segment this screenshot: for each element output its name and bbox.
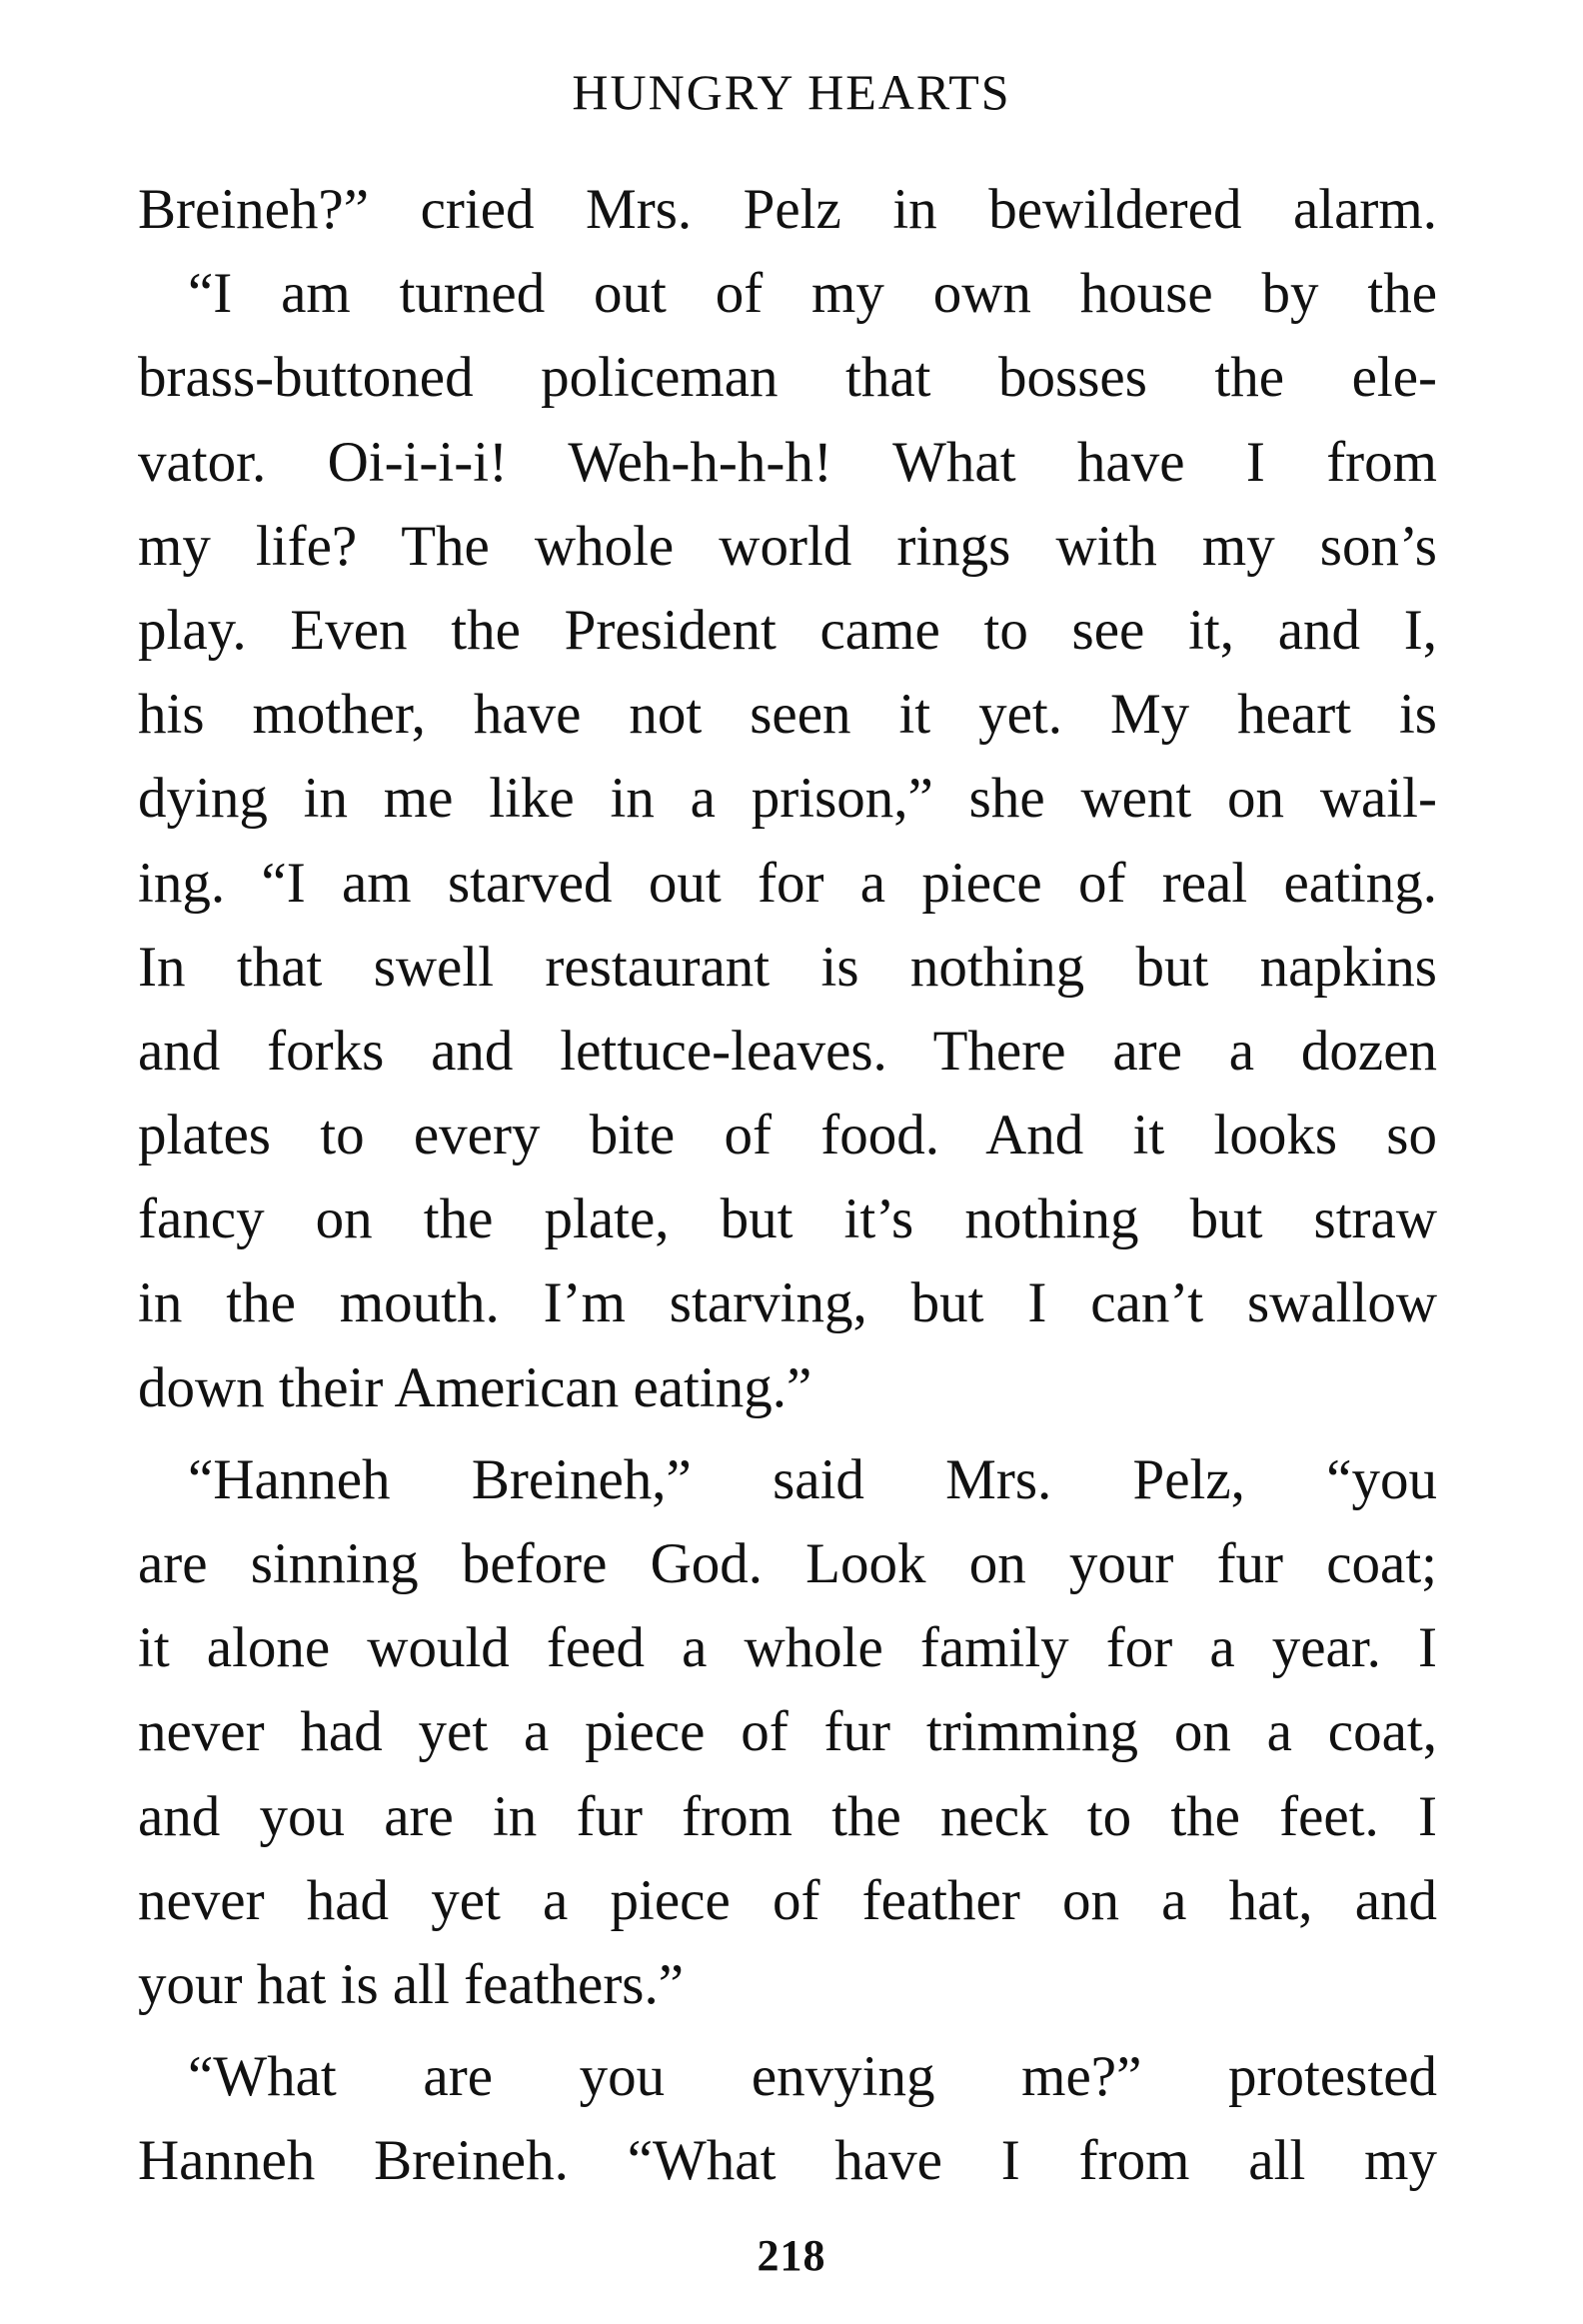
text-line: dying in me like in a prison,” she went on wail-	[138, 767, 1437, 831]
text-line: brass-buttoned policeman that bosses the ele-	[138, 346, 1437, 410]
text-line: never had yet a piece of fur trimming on a coat,	[138, 1700, 1437, 1764]
text-line: are sinning before God. Look on your fur coat;	[138, 1532, 1437, 1595]
text-line: in the mouth. I’m starving, but I can’t swallow	[138, 1271, 1437, 1335]
text-line: and you are in fur from the neck to the feet. I	[138, 1784, 1437, 1848]
text-line: and forks and lettuce-leaves. There are a dozen	[138, 1019, 1437, 1083]
text-line: never had yet a piece of feather on a hat, and	[138, 1868, 1437, 1932]
running-head: HUNGRY HEARTS	[572, 64, 1011, 120]
text-line: it alone would feed a whole family for a year. I	[138, 1616, 1437, 1680]
text-line: down their American eating.”	[138, 1355, 812, 1419]
text-line: “Hanneh Breineh,” said Mrs. Pelz, “you	[188, 1447, 1437, 1511]
paragraph-gap	[138, 1430, 1437, 1438]
text-line: your hat is all feathers.”	[138, 1952, 685, 2016]
page-number: 218	[757, 2231, 826, 2280]
text-line: vator. Oi-i-i-i! Weh-h-h-h! What have I from	[138, 430, 1437, 494]
text-line: Breineh?” cried Mrs. Pelz in bewildered alarm.	[138, 178, 1437, 241]
text-line: “What are you envying me?” protested	[188, 2045, 1437, 2109]
text-line: my life? The whole world rings with my son’s	[138, 514, 1437, 578]
text-line: plates to every bite of food. And it looks so	[138, 1104, 1437, 1167]
body-text	[138, 168, 1437, 2204]
text-line: play. Even the President came to see it, and I,	[138, 598, 1437, 662]
text-line: Hanneh Breineh. “What have I from all my	[138, 2129, 1437, 2193]
text-line: ing. “I am starved out for a piece of real eating.	[138, 851, 1437, 915]
paragraph-gap	[138, 2027, 1437, 2035]
text-line: In that swell restaurant is nothing but napkins	[138, 935, 1437, 999]
text-line: his mother, have not seen it yet. My heart is	[138, 683, 1437, 747]
text-line: “I am turned out of my own house by the	[188, 262, 1437, 326]
text-line: fancy on the plate, but it’s nothing but straw	[138, 1187, 1437, 1251]
